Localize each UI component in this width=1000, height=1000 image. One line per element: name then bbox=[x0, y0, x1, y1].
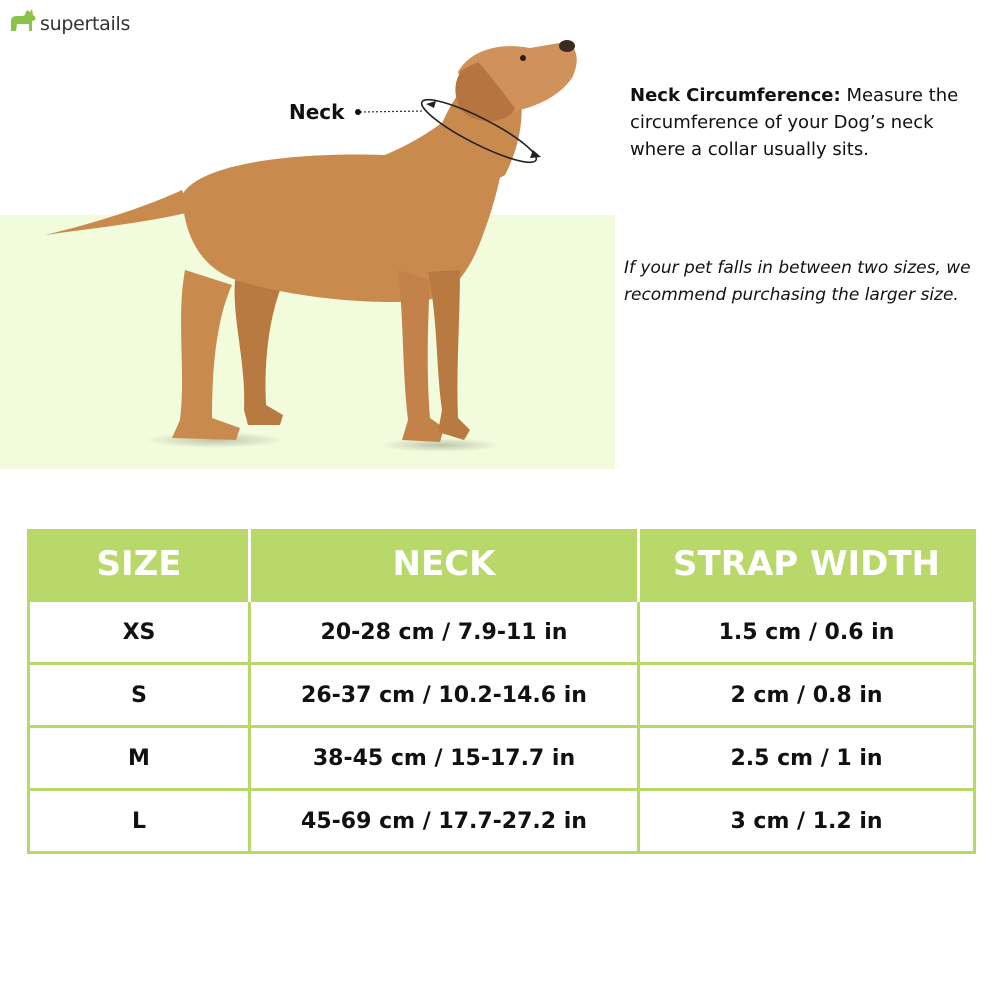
table-header-row bbox=[29, 529, 975, 601]
header-size: SIZE bbox=[29, 529, 250, 601]
neck-circumference-info bbox=[630, 82, 975, 163]
dog-tail bbox=[45, 190, 190, 235]
brand-name: supertails bbox=[40, 12, 131, 35]
neck-measure-arrow bbox=[426, 101, 436, 108]
header-neck: NECK bbox=[250, 529, 639, 601]
neck-pointer-line bbox=[360, 111, 424, 112]
cell-size: XS bbox=[29, 601, 250, 664]
dog-back-leg bbox=[235, 280, 283, 425]
table-row bbox=[29, 790, 975, 853]
dog-back-leg bbox=[172, 270, 240, 440]
dog-front-leg bbox=[428, 270, 470, 440]
info-text: Measure the circumference of your Dog’s neck where a collar usually sits. bbox=[630, 85, 959, 160]
size-chart-table bbox=[27, 529, 976, 854]
size-note: If your pet falls in between two sizes, we recommend purchasing the larger size. bbox=[624, 258, 971, 305]
cell-neck: 38-45 cm / 15-17.7 in bbox=[250, 727, 639, 790]
info-heading: Neck Circumference: bbox=[630, 85, 841, 106]
cell-neck: 20-28 cm / 7.9-11 in bbox=[250, 601, 639, 664]
cell-neck: 26-37 cm / 10.2-14.6 in bbox=[250, 664, 639, 727]
neck-label: Neck bbox=[289, 100, 345, 124]
cell-strap-width: 3 cm / 1.2 in bbox=[639, 790, 975, 853]
cell-strap-width: 1.5 cm / 0.6 in bbox=[639, 601, 975, 664]
neck-pointer-dot bbox=[355, 109, 361, 115]
dog-nose bbox=[559, 40, 575, 52]
table-row bbox=[29, 601, 975, 664]
header-strap-width: STRAP WIDTH bbox=[639, 529, 975, 601]
cell-size: L bbox=[29, 790, 250, 853]
table-row bbox=[29, 727, 975, 790]
cell-size: S bbox=[29, 664, 250, 727]
cell-neck: 45-69 cm / 17.7-27.2 in bbox=[250, 790, 639, 853]
cell-strap-width: 2.5 cm / 1 in bbox=[639, 727, 975, 790]
table-row bbox=[29, 664, 975, 727]
cell-size: M bbox=[29, 727, 250, 790]
dog-illustration bbox=[0, 0, 620, 470]
cell-strap-width: 2 cm / 0.8 in bbox=[639, 664, 975, 727]
dog-eye bbox=[520, 55, 526, 61]
